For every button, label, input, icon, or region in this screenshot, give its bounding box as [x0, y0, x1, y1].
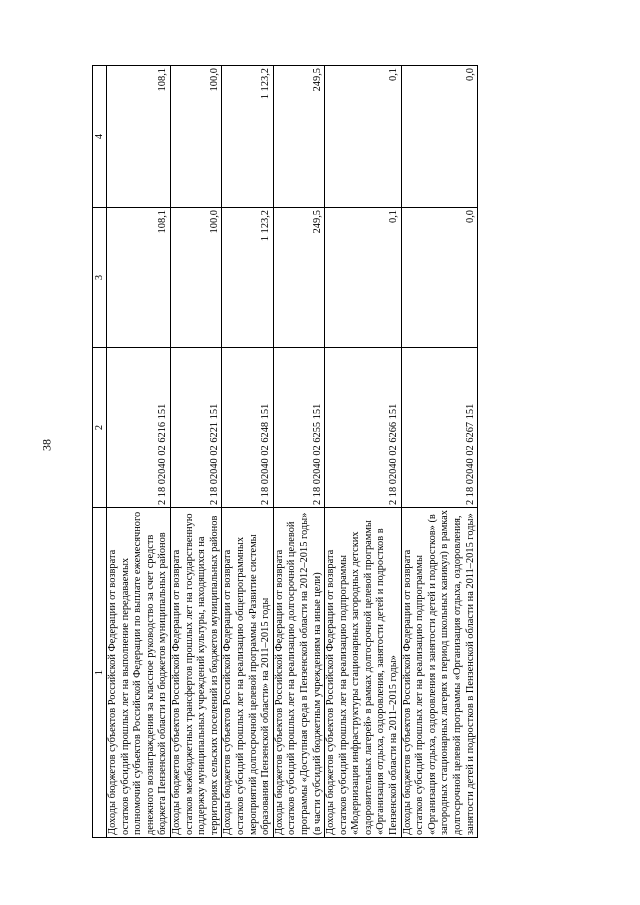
column-header: 4: [93, 66, 107, 208]
row-description: Доходы бюджетов субъектов Российской Федерации от возврата остатков субсидий прошлых лет на реализацию подпрограммы «Модернизация инфраструктуры стационарных загородных детских оздоровительных лагерей» в рамках долгосрочной целевой программы «Организация отдыха, оздоровления, занятости детей и подростков в Пензенской области на 2011–2015 годы»: [325, 508, 402, 838]
table-row: [401, 66, 478, 838]
revenue-table: [92, 65, 478, 838]
row-description: Доходы бюджетов субъектов Российской Федерации от возврата остатков субсидий прошлых лет на реализацию подпрограммы «Организация отдыха, оздоровления и занятости детей и подростков» (в загородных стационарных лагерях в период школьных каникул) в рамках долгосрочной целевой программы «Организация отдыха, оздоровления, занятости детей и подростков в Пензенской области на 2011–2015 годы»: [401, 508, 478, 838]
column-header: 2: [93, 348, 107, 508]
page-number: 38: [39, 439, 54, 451]
budget-code: 2 18 02040 02 6248 151: [222, 348, 273, 508]
value-col4: 249,5: [273, 66, 324, 208]
table-row: [107, 66, 171, 838]
value-col4: 0,0: [401, 66, 478, 208]
value-col3: 249,5: [273, 208, 324, 348]
table-header-row: [93, 66, 107, 838]
row-description: Доходы бюджетов субъектов Российской Федерации от возврата остатков субсидий прошлых лет на выполнение передаваемых полномочий субъектов Российской Федерации по выплате ежемесячного денежного вознаграждения за классное руководство за счет средств бюджета Пензенской области из бюджетов муниципальных районов: [107, 508, 171, 838]
value-col4: 108,1: [107, 66, 171, 208]
value-col3: 100,0: [170, 208, 221, 348]
column-header: 1: [93, 508, 107, 838]
value-col4: 100,0: [170, 66, 221, 208]
budget-code: 2 18 02040 02 6266 151: [325, 348, 402, 508]
table-row: [222, 66, 273, 838]
column-header: 3: [93, 208, 107, 348]
value-col3: 0,1: [325, 208, 402, 348]
budget-code: 2 18 02040 02 6255 151: [273, 348, 324, 508]
value-col4: 1 123,2: [222, 66, 273, 208]
budget-code: 2 18 02040 02 6221 151: [170, 348, 221, 508]
row-description: Доходы бюджетов субъектов Российской Федерации от возврата остатков межбюджетных трансфертов прошлых лет на государственную поддержку муниципальных учреждений культуры, находящихся на территориях сельских поселений из бюджетов муниципальных районов: [170, 508, 221, 838]
value-col3: 108,1: [107, 208, 171, 348]
value-col3: 1 123,2: [222, 208, 273, 348]
value-col4: 0,1: [325, 66, 402, 208]
table-row: [273, 66, 324, 838]
row-description: Доходы бюджетов субъектов Российской Федерации от возврата остатков субсидий прошлых лет на реализацию общепрограммных мероприятий долгосрочной целевой программы «Развитие системы образования Пензенской области» на 2011–2015 годы: [222, 508, 273, 838]
budget-code: 2 18 02040 02 6216 151: [107, 348, 171, 508]
rotated-page-body: [92, 66, 537, 838]
value-col3: 0,0: [401, 208, 478, 348]
budget-code: 2 18 02040 02 6267 151: [401, 348, 478, 508]
row-description: Доходы бюджетов субъектов Российской Федерации от возврата остатков субсидий прошлых лет на реализацию долгосрочной целевой программы «Доступная среда в Пензенской области на 2012–2015 годы» (в части субсидий бюджетным учреждениям на иные цели): [273, 508, 324, 838]
table-row: [170, 66, 221, 838]
table-row: [325, 66, 402, 838]
